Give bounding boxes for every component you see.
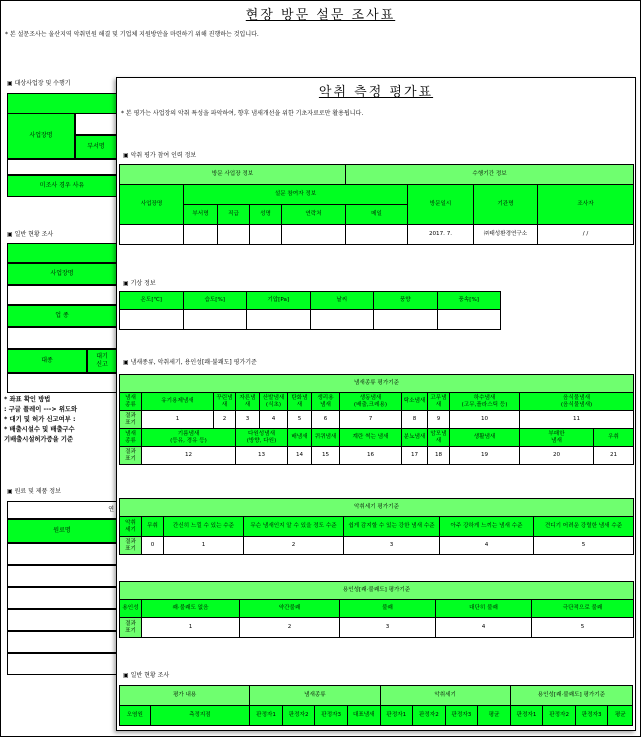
wind-dir-header: 풍향 — [374, 292, 438, 310]
biz-name-cell[interactable] — [120, 225, 184, 245]
acceptability-val-5: 5 — [532, 618, 634, 638]
back-dept-label: 부서명 — [75, 135, 117, 159]
dept-header: 부서명 — [184, 205, 218, 225]
org-cell[interactable]: ㈜태성환경연구소 — [474, 225, 538, 245]
intensity-header: 악취세기 — [380, 686, 510, 706]
visit-date-header: 방문일시 — [408, 185, 474, 225]
odor-num-8: 8 — [402, 411, 428, 429]
biz-name-header: 사업장명 — [120, 185, 184, 225]
front-note: * 본 평가는 사업장의 악취 특성을 파악하여, 향후 냄새개선을 위한 기초자료로만 활용됩니다. — [121, 110, 364, 117]
odor-num-17: 17 — [402, 447, 428, 465]
intensity-title: 악취세기 평가기준 — [120, 499, 634, 517]
back-industry-label: 업 종 — [7, 305, 117, 327]
judge3-header: 판정자3 — [445, 706, 478, 726]
intensity-val-3: 3 — [344, 537, 440, 555]
odor-type-11: 음식물냄새 (음식물냄새) — [520, 393, 634, 411]
odor-type-9: 고무냄새 — [428, 393, 450, 411]
odor-num-5: 5 — [288, 411, 312, 429]
odor-type-16: 계란 썩는 냄새 — [340, 429, 402, 447]
intensity-0: 무취 — [142, 517, 164, 537]
intensity-result-label: 결과 표기 — [120, 537, 142, 555]
odor-type-header: 냄새종류 — [250, 686, 380, 706]
odor-type-15: 퀴퀴냄새 — [312, 429, 340, 447]
section-criteria: ▣ 냄새종류, 악취세기, 용인성[쾌·불쾌도] 평가기준 — [119, 357, 261, 366]
intensity-val-5: 5 — [534, 537, 634, 555]
odor-type-10: 하수냄새 (고무,플라스틱 등) — [450, 393, 520, 411]
odor-num-11: 11 — [520, 411, 634, 429]
intensity-label: 악취 세기 — [120, 517, 142, 537]
odor-type-table — [119, 374, 634, 465]
wind-speed-header: 풍속[%] — [437, 292, 501, 310]
intensity-3: 쉽게 감지할 수 있는 강한 냄새 수준 — [344, 517, 440, 537]
odor-type-19: 생활냄새 — [450, 429, 520, 447]
odor-type-5: 탄화냄새 — [288, 393, 312, 411]
result-label: 결과 표기 — [120, 411, 142, 429]
odor-type-13: 다원성냄새 (방향, 다원) — [236, 429, 288, 447]
wind-dir-cell[interactable] — [374, 310, 438, 330]
acceptability-1: 쾌·불쾌도 없음 — [142, 600, 240, 618]
rank-cell[interactable] — [218, 225, 250, 245]
avg-header: 평균 — [478, 706, 511, 726]
back-biz-name2-label: 사업장명 — [7, 263, 117, 285]
humidity-header: 습도[%] — [183, 292, 247, 310]
judge1-header: 판정자1 — [510, 706, 543, 726]
acceptability-table — [119, 581, 634, 638]
temp-cell[interactable] — [120, 310, 184, 330]
weather-cell[interactable] — [310, 310, 374, 330]
dept-cell[interactable] — [184, 225, 218, 245]
judge2-header: 판정자2 — [413, 706, 446, 726]
back-notes — [4, 395, 77, 445]
odor-num-1: 1 — [142, 411, 214, 429]
acceptability-2: 약간불쾌 — [240, 600, 340, 618]
odor-type-21: 우취 — [594, 429, 634, 447]
back-section-general: ▣ 일반 현황 조사 — [3, 229, 57, 238]
odor-num-12: 12 — [142, 447, 236, 465]
intensity-val-2: 2 — [244, 537, 344, 555]
odor-type-3: 자른냄새 — [236, 393, 260, 411]
acceptability-val-2: 2 — [240, 618, 340, 638]
source-header: 오염원 — [120, 706, 151, 726]
odor-type-14: 배냄새 — [288, 429, 312, 447]
participant-header: 설문 참여자 정보 — [184, 185, 408, 205]
acceptability-result-label: 결과 표기 — [120, 618, 142, 638]
intensity-val-4: 4 — [440, 537, 534, 555]
judge1-header: 판정자1 — [380, 706, 413, 726]
odor-num-18: 18 — [428, 447, 450, 465]
odor-type-20: 부패한 냄새 — [520, 429, 594, 447]
weather-table — [119, 291, 501, 330]
name-header: 성명 — [250, 205, 282, 225]
acceptability-5: 극단적으로 불쾌 — [532, 600, 634, 618]
visit-info-header: 방문 사업장 정보 — [120, 165, 346, 185]
intensity-2: 무슨 냄새인지 알 수 있을 정도 수준 — [244, 517, 344, 537]
judge2-header: 판정자2 — [282, 706, 315, 726]
intensity-table — [119, 498, 634, 555]
odor-num-15: 15 — [312, 447, 340, 465]
odor-num-20: 20 — [520, 447, 594, 465]
rep-odor-header: 대표냄새 — [347, 706, 380, 726]
intensity-5: 견디기 어려운 강렬한 냄새 수준 — [534, 517, 634, 537]
odor-type-17: 분뇨냄새 — [402, 429, 428, 447]
odor-type-4: 산발냄새 (식초) — [260, 393, 288, 411]
back-note: * 본 설문조사는 울산지역 악취민원 해결 및 기업체 지원방안을 마련하기 위해 진행하는 것입니다. — [5, 31, 259, 38]
judge2-header: 판정자2 — [543, 706, 576, 726]
back-rep-label: 대종 — [7, 349, 87, 373]
back-title: 현장 방문 설문 조사표 — [245, 8, 396, 23]
acceptability-header: 용인성[쾌·불쾌도] 평가기준 — [510, 686, 632, 706]
point-header: 측정지점 — [150, 706, 250, 726]
odor-evaluation-sheet — [116, 77, 636, 731]
odor-num-19: 19 — [450, 447, 520, 465]
odor-num-7: 7 — [340, 411, 402, 429]
odor-type-8: 탁소냄새 — [402, 393, 428, 411]
pressure-cell[interactable] — [247, 310, 311, 330]
contact-header: 연락처 — [282, 205, 346, 225]
odor-type-18: 암모냄새 — [428, 429, 450, 447]
investigator-header: 조사자 — [538, 185, 634, 225]
back-cell — [8, 94, 117, 114]
avg-header: 평균 — [608, 706, 633, 726]
odor-type-1: 유기용제냄새 — [142, 393, 214, 411]
back-year-label: 연 — [7, 501, 117, 519]
back-absent-reason-label: 미조사 경우 사유 — [7, 175, 117, 197]
back-material-label: 원료명 — [7, 519, 117, 543]
email-cell[interactable] — [346, 225, 408, 245]
general-survey-table — [119, 685, 633, 726]
period-header: 수행기간 정보 — [346, 165, 634, 185]
acceptability-val-4: 4 — [436, 618, 532, 638]
acceptability-val-1: 1 — [142, 618, 240, 638]
acceptability-label: 용인성 — [120, 600, 142, 618]
back-note-line: * 대기 및 허가 신고여부 : — [4, 416, 76, 423]
personnel-table — [119, 164, 634, 245]
odor-num-2: 2 — [214, 411, 236, 429]
back-permit-label: 대기 신고 — [87, 349, 117, 373]
odor-num-13: 13 — [236, 447, 288, 465]
odor-num-10: 10 — [450, 411, 520, 429]
odor-num-6: 6 — [312, 411, 340, 429]
odor-num-21: 21 — [594, 447, 634, 465]
org-header: 기관명 — [474, 185, 538, 225]
back-biz-name-label: 사업장명 — [7, 113, 75, 159]
back-note-line: * 배출시설수 및 배출구수 — [4, 426, 75, 433]
odor-type-label: 냄새 종류 — [120, 393, 142, 411]
rank-header: 직급 — [218, 205, 250, 225]
visit-date-cell[interactable]: 2017. 7. — [408, 225, 474, 245]
email-header: 메일 — [346, 205, 408, 225]
humidity-cell[interactable] — [183, 310, 247, 330]
acceptability-val-3: 3 — [340, 618, 436, 638]
judge1-header: 판정자1 — [250, 706, 283, 726]
name-cell[interactable] — [250, 225, 282, 245]
odor-type-title: 냄새종류 평가기준 — [120, 375, 634, 393]
result-label-2: 결과 표기 — [120, 447, 142, 465]
odor-type-7: 생동냄새 (배출,크레용) — [340, 393, 402, 411]
back-note-line: * 좌표 확인 방법 — [4, 396, 51, 403]
odor-num-4: 4 — [260, 411, 288, 429]
odor-type-label-2: 냄새 종류 — [120, 429, 142, 447]
acceptability-4: 대단히 불쾌 — [436, 600, 532, 618]
wind-speed-cell[interactable] — [437, 310, 501, 330]
acceptability-title: 용인성[쾌·불쾌도] 평가기준 — [120, 582, 634, 600]
contact-cell[interactable] — [282, 225, 346, 245]
weather-header: 날씨 — [310, 292, 374, 310]
odor-num-3: 3 — [236, 411, 260, 429]
judge3-header: 판정자3 — [575, 706, 608, 726]
odor-type-12: 기름냄새 (등유, 경유 등) — [142, 429, 236, 447]
odor-num-16: 16 — [340, 447, 402, 465]
odor-num-9: 9 — [428, 411, 450, 429]
back-note-line: 기배출시설허가증을 기준 — [4, 436, 74, 443]
pressure-header: 기압[Pa] — [247, 292, 311, 310]
back-section-target: ▣ 대상사업장 및 수행기 — [3, 78, 75, 87]
temp-header: 온도[℃] — [120, 292, 184, 310]
section-general: ▣ 일반 현황 조사 — [119, 670, 173, 679]
back-section-material: ▣ 원료 및 제품 정보 — [3, 486, 65, 495]
back-note-line: : 구글 플레이 ---> 위도와 — [4, 406, 78, 413]
investigator-cell[interactable]: / / — [538, 225, 634, 245]
odor-num-14: 14 — [288, 447, 312, 465]
front-title: 악취 측정 평가표 — [318, 85, 434, 100]
odor-type-6: 생리용 냄새 — [312, 393, 340, 411]
intensity-4: 아주 강하게 느끼는 냄새 수준 — [440, 517, 534, 537]
intensity-val-0: 0 — [142, 537, 164, 555]
odor-type-2: 꾸린냄새 — [214, 393, 236, 411]
judge3-header: 판정자3 — [315, 706, 348, 726]
eval-content-header: 평가 내용 — [120, 686, 250, 706]
section-weather: ▣ 기상 정보 — [119, 278, 160, 287]
intensity-val-1: 1 — [164, 537, 244, 555]
acceptability-3: 불쾌 — [340, 600, 436, 618]
section-personnel: ▣ 악취 평가 참여 인력 정보 — [119, 150, 200, 159]
intensity-1: 간신히 느낄 수 있는 수준 — [164, 517, 244, 537]
